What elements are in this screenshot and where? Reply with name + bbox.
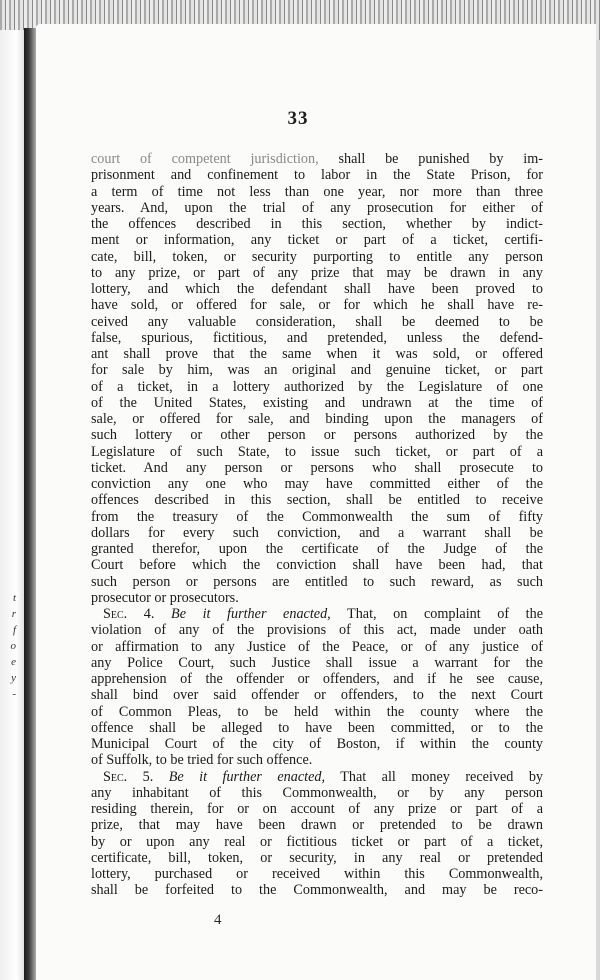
text-line: shall bind over said offender or offenders, to the next Court [91, 687, 543, 704]
enacting-clause: Be it further enacted, [171, 606, 331, 622]
section-heading-line [91, 769, 543, 785]
text-line: violation of any of the provisions of this act, made under oath [91, 622, 543, 639]
text-line: offences described in this section, shall be entitled to receive [91, 492, 543, 509]
text-line: lottery, and which the defendant shall have been proved to [91, 281, 543, 297]
text-line: by or upon any real or fictitious ticket or part of a ticket, [91, 833, 543, 850]
text-fragment: That, on complaint of the [330, 606, 543, 622]
text-line: prisonment and confinement to labor in the State Prison, for [91, 167, 543, 184]
text-line: certificate, bill, token, or security, in any real or pretended [91, 849, 543, 866]
text-line: such lottery or other person or persons authorized by the [91, 427, 543, 444]
signature-mark: 4 [214, 912, 222, 928]
text-line: shall be forfeited to the Commonwealth, and may be reco- [91, 882, 543, 899]
text-line: apprehension of the offender or offenders, and if he see cause, [91, 671, 543, 687]
paragraph-sec3-end [91, 167, 543, 606]
fragment: e [11, 656, 16, 668]
fragment: - [12, 688, 16, 700]
text-line: of the United States, existing and undrawn at the time of [91, 394, 543, 411]
section-label: Sec. 5. [103, 768, 154, 785]
text-line: ticket. And any person or persons who shall prosecute to [91, 459, 543, 476]
section-label: Sec. 4. [103, 606, 155, 622]
text-line: ant shall prove that the same when it was sold, or offered [91, 346, 543, 362]
text-line: to any prize, or part of any prize that may be drawn in any [91, 264, 543, 281]
text-line: any inhabitant of this Commonwealth, or by any person [91, 784, 543, 801]
text-fragment: That all money received by [325, 768, 543, 785]
text-line: ceived any valuable consideration, shall be deemed to be [91, 313, 543, 330]
enacting-clause: Be it further enacted, [168, 768, 326, 785]
page-number: 33 [287, 108, 309, 129]
text-line: or affirmation to any Justice of the Peace, or of any justice of [91, 638, 543, 655]
text-line: of Suffolk, to be tried for such offence. [91, 752, 313, 769]
text-line: such person or persons are entitled to such reward, as such [91, 573, 543, 590]
faded-text: court of competent jurisdiction, [91, 151, 319, 167]
text-line: Legislature of such State, to issue such ticket, or part of a [91, 443, 543, 460]
text-fragment: shall be punished by im- [318, 151, 543, 167]
text-line: conviction any one who may have committed either of the [91, 476, 543, 492]
body-text [91, 151, 543, 899]
text-line: the offences described in this section, whether by indict- [91, 216, 543, 232]
text-line: Court before which the conviction shall have been had, that [91, 557, 543, 574]
text-line: dollars for every such conviction, and a warrant shall be [91, 524, 543, 541]
text-line: granted therefor, upon the certificate of the Judge of the [91, 541, 543, 557]
text-line: from the treasury of the Commonwealth the sum of fifty [91, 508, 543, 525]
text-line: Municipal Court of the city of Boston, if within the county [91, 736, 543, 752]
text-line: offence shall be alleged to have been committed, or to the [91, 719, 543, 736]
text-line: for sale by him, was an original and genuine ticket, or part [91, 362, 543, 379]
text-line: prosecutor or prosecutors. [91, 589, 239, 606]
fragment: f [12, 624, 16, 636]
fragment: r [11, 608, 16, 620]
text-line: have sold, or offered for sale, or for which he shall have re- [91, 297, 543, 314]
book-page [36, 24, 596, 980]
text-line: false, spurious, fictitious, and pretended, unless the defend- [91, 329, 543, 346]
facing-page-fragments [2, 590, 16, 702]
text-line: of Common Pleas, to be held within the county where the [91, 703, 543, 720]
text-line: residing therein, for or on account of any prize or part of a [91, 801, 543, 817]
text-line: cate, bill, token, or security purporting to entitle any person [91, 248, 543, 265]
text-line [91, 151, 543, 167]
fragment: o [10, 640, 16, 652]
paragraph-sec5 [91, 785, 543, 899]
text-line: sale, or offered for sale, and binding upon the managers of [91, 411, 543, 427]
fragment: t [12, 592, 16, 604]
fragment: y [11, 672, 16, 684]
text-line: years. And, upon the trial of any prosecution for either of [91, 199, 543, 216]
paragraph-sec4 [91, 622, 543, 768]
text-line: any Police Court, such Justice shall issue a warrant for the [91, 654, 543, 671]
section-heading-line [91, 606, 543, 622]
text-line: lottery, purchased or received within this Commonwealth, [91, 866, 543, 882]
text-line: of a ticket, in a lottery authorized by the Legislature of one [91, 378, 543, 395]
text-line: ment or information, any ticket or part of a ticket, certifi- [91, 232, 543, 249]
text-line: prize, that may have been drawn or pretended to be drawn [91, 817, 543, 834]
text-line: a term of time not less than one year, nor more than three [91, 183, 543, 200]
